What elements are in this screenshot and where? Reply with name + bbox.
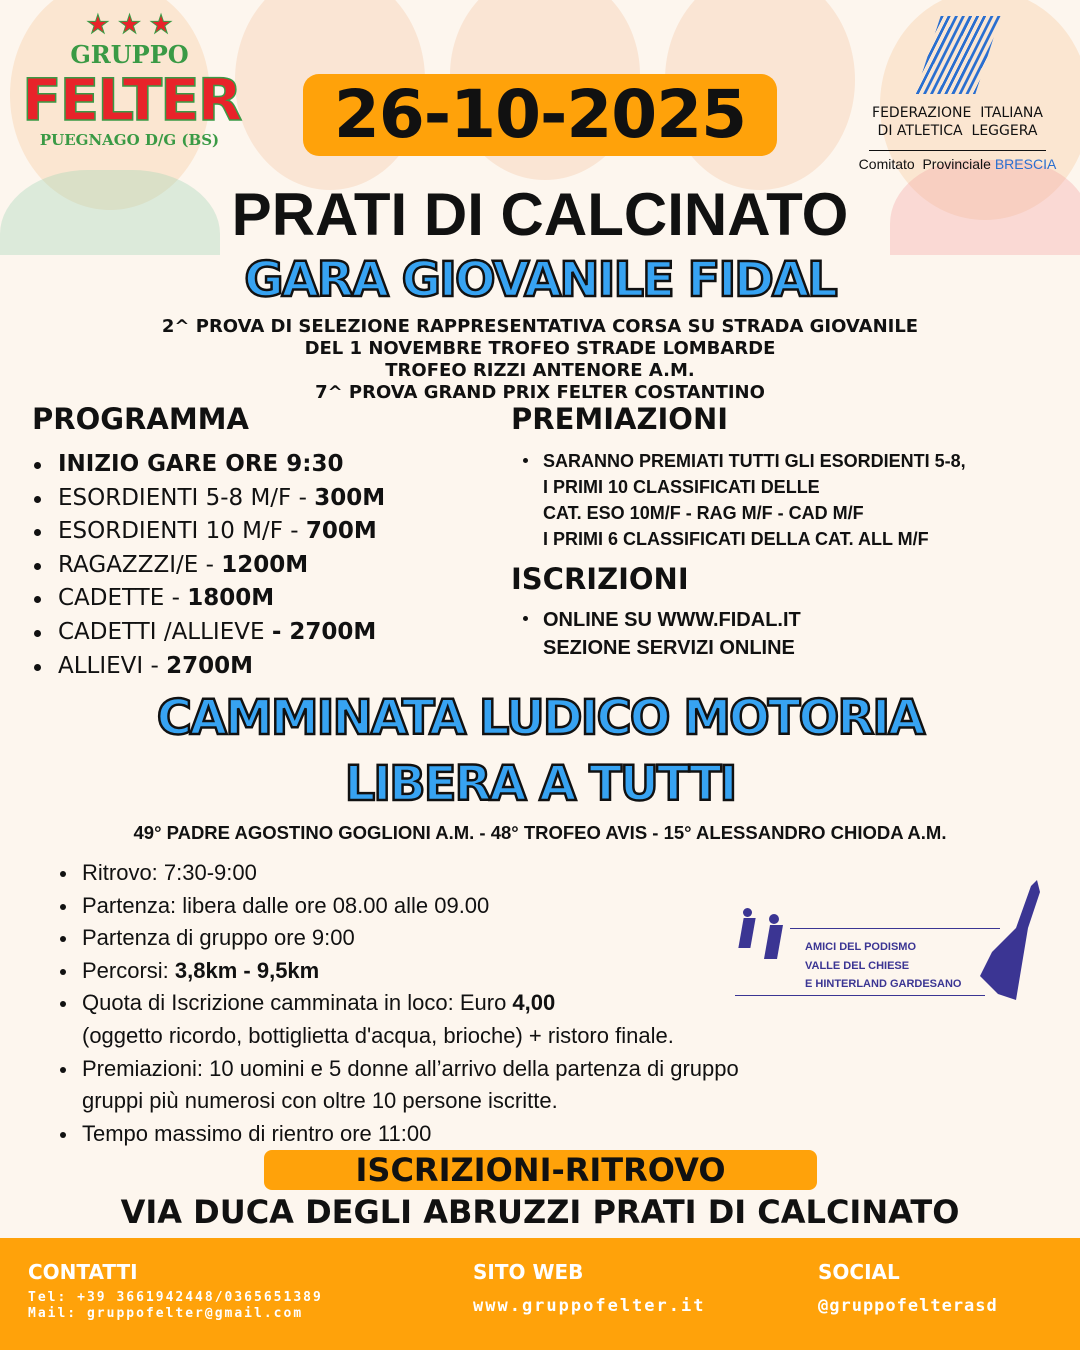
list-item: Ritrovo: 7:30-9:00 <box>52 857 852 890</box>
fidal-logo: FEDERAZIONE ITALIANA DI ATLETICA LEGGERA Comitato Provinciale BRESCIA <box>855 16 1060 186</box>
list-item: ALLIEVI - 2700M <box>18 650 492 684</box>
ritrovo-banner: ISCRIZIONI-RITROVO <box>264 1150 817 1190</box>
list-item: ONLINE SU WWW.FIDAL.IT SEZIONE SERVIZI ONLINE <box>511 606 1071 662</box>
list-item: CADETTI /ALLIEVE - 2700M <box>18 616 492 650</box>
premiazioni-section: PREMIAZIONI SARANNO PREMIATI TUTTI GLI ESORDIENTI 5-8, I PRIMI 10 CLASSIFICATI DELLE CAT. ESO 10M/F - RAG M/F - CAD M/F I PRIMI 6 CLASSIFICATI DELLA CAT. ALL M/F ISCRIZIONI ONLINE SU WWW.FIDAL.IT SEZIONE SERVIZI ONLINE <box>511 402 1071 662</box>
list-item: Partenza di gruppo ore 9:00 <box>52 922 852 955</box>
list-item: ESORDIENTI 5-8 M/F - 300M <box>18 482 492 516</box>
runners-icon <box>739 908 797 963</box>
phone-link[interactable]: Tel: +39 3661942448/0365651389 <box>28 1290 323 1305</box>
list-item: Tempo massimo di rientro ore 11:00 <box>52 1118 852 1151</box>
walk-details <box>52 857 852 1150</box>
list-item: INIZIO GARE ORE 9:30 <box>18 448 492 482</box>
email-link[interactable]: Mail: gruppofelter@gmail.com <box>28 1306 304 1321</box>
social-link[interactable]: @gruppofelterasd <box>818 1296 998 1316</box>
website-link[interactable]: www.gruppofelter.it <box>473 1296 706 1316</box>
programma-section: PROGRAMMA INIZIO GARE ORE 9:30 ESORDIENTI 5-8 M/F - 300M ESORDIENTI 10 M/F - 700M RAGAZZZI/E - 1200M CADETTE - 1800M CADETTI /ALLIEVE - 2700M ALLIEVI - 2700M <box>32 402 492 683</box>
list-item: Premiazioni: 10 uomini e 5 donne all’arrivo della partenza di gruppo gruppi più numerosi con oltre 10 persone iscritte. <box>52 1053 852 1118</box>
list-item: SARANNO PREMIATI TUTTI GLI ESORDIENTI 5-8, I PRIMI 10 CLASSIFICATI DELLE CAT. ESO 10M/F - RAG M/F - CAD M/F I PRIMI 6 CLASSIFICATI DELLA CAT. ALL M/F <box>511 448 1071 552</box>
lake-garda-icon <box>980 880 1040 1000</box>
race-title: GARA GIOVANILE FIDAL <box>244 252 836 308</box>
address: VIA DUCA DEGLI ABRUZZI PRATI DI CALCINATO <box>120 1193 960 1231</box>
race-subtitle: 2^ PROVA DI SELEZIONE RAPPRESENTATIVA CORSA SU STRADA GIOVANILE DEL 1 NOVEMBRE TROFEO STRADE LOMBARDE TROFEO RIZZI ANTENORE A.M. 7^ PROVA GRAND PRIX FELTER COSTANTINO <box>161 316 919 403</box>
list-item: CADETTE - 1800M <box>18 582 492 616</box>
event-place: PRATI DI CALCINATO <box>231 181 849 248</box>
amici-podismo-logo: AMICI DEL PODISMO VALLE DEL CHIESE E HINTERLAND GARDESANO <box>735 878 1045 1003</box>
list-item: Partenza: libera dalle ore 08.00 alle 09.00 <box>52 890 852 923</box>
walk-title: CAMMINATA LUDICO MOTORIA <box>156 690 924 746</box>
trophies: 49° PADRE AGOSTINO GOGLIONI A.M. - 48° TROFEO AVIS - 15° ALESSANDRO CHIODA A.M. <box>133 822 947 843</box>
fidal-stripes-icon <box>915 16 1000 94</box>
walk-subtitle: LIBERA A TUTTI <box>344 756 736 812</box>
stars-icon: ★ ★ ★ <box>86 10 173 40</box>
gruppo-felter-logo: ★ ★ ★ GRUPPO FELTER PUEGNAGO D/G (BS) <box>22 10 241 149</box>
list-item: Percorsi: 3,8km - 9,5km <box>52 955 852 988</box>
footer: CONTATTI Tel: +39 3661942448/0365651389 Mail: gruppofelter@gmail.com SITO WEB www.gruppofelter.it SOCIAL @gruppofelterasd <box>0 1238 1080 1350</box>
event-date: 26-10-2025 <box>303 74 777 156</box>
list-item: Quota di Iscrizione camminata in loco: Euro 4,00 (oggetto ricordo, bottiglietta d'acqua, brioche) + ristoro finale. <box>52 987 852 1052</box>
list-item: RAGAZZZI/E - 1200M <box>18 549 492 583</box>
list-item: ESORDIENTI 10 M/F - 700M <box>18 515 492 549</box>
